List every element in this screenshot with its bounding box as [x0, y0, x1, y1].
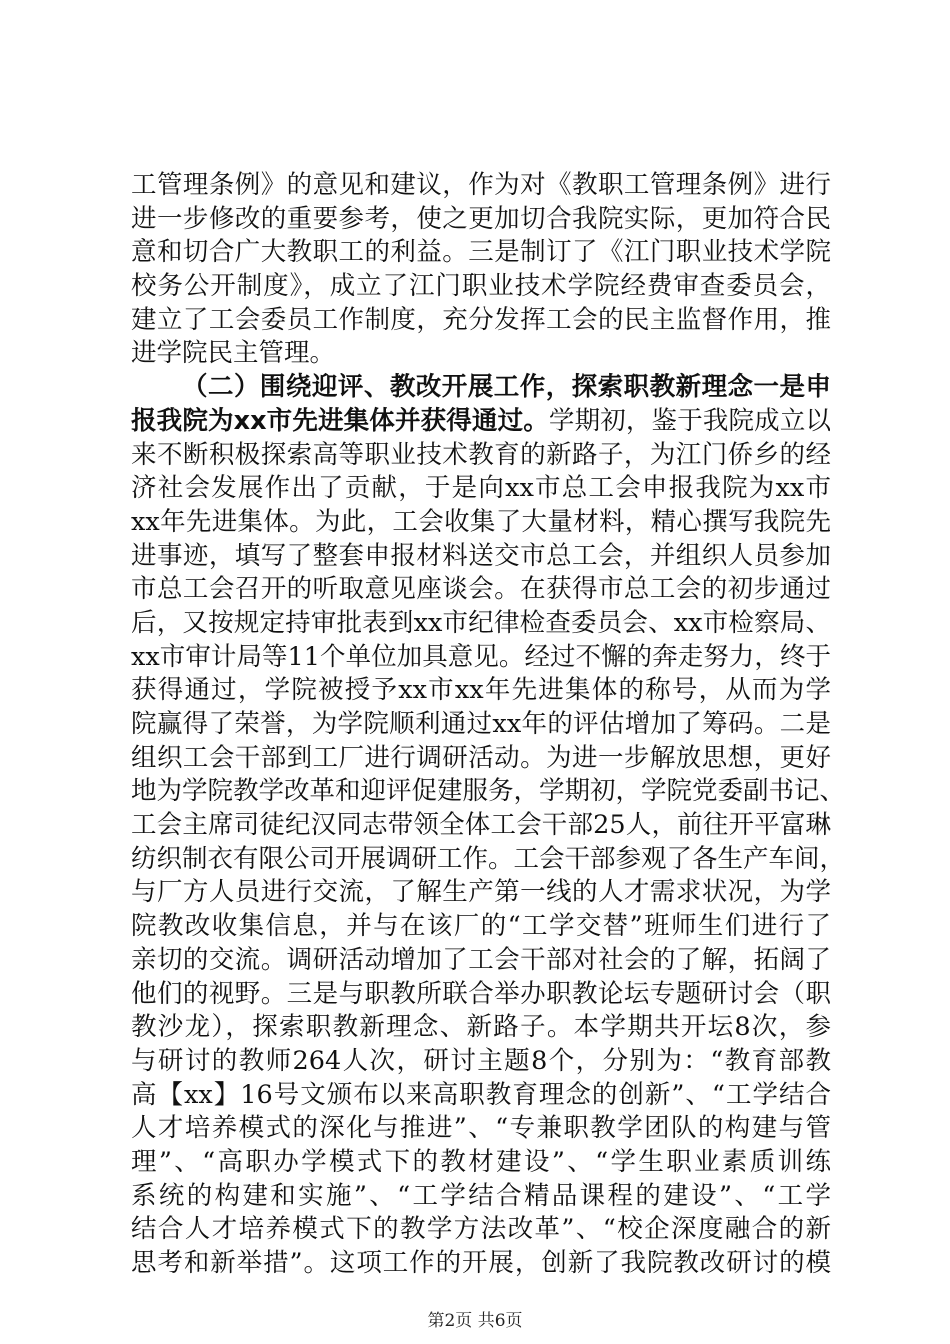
text-line: 进学院民主管理。	[131, 338, 336, 369]
text-line: 建立了工会委员工作制度，充分发挥工会的民主监督作用，推	[131, 304, 831, 335]
text-line: 结合人才培养模式下的教学方法改革”、“校企深度融合的新	[131, 1214, 831, 1245]
text-line: 进一步修改的重要参考，使之更加切合我院实际，更加符合民	[131, 203, 831, 234]
section-heading: （二）围绕迎评、教改开展工作，探索职教新理念一是申	[182, 372, 831, 403]
text-line: 亲切的交流。调研活动增加了工会干部对社会的了解，拓阔了	[131, 944, 831, 975]
text-line: 与厂方人员进行交流，了解生产第一线的人才需求状况，为学	[131, 877, 831, 908]
text-line: 工管理条例》的意见和建议，作为对《教职工管理条例》进行	[131, 170, 831, 200]
text-line: 市总工会召开的听取意见座谈会。在获得市总工会的初步通过	[131, 574, 831, 605]
text-line: 后，又按规定持审批表到xx市纪律检查委员会、xx市检察局、	[131, 607, 831, 638]
text-line: 教沙龙），探索职教新理念、新路子。本学期共开坛8次，参	[131, 1012, 831, 1043]
text-line: 高【xx】16号文颁布以来高职教育理念的创新”、“工学结合	[131, 1079, 831, 1110]
text-line: 系统的构建和实施”、“工学结合精品课程的建设”、“工学	[131, 1180, 831, 1211]
section-heading-continued: 报我院为xx市先进集体并获得通过。	[131, 405, 549, 436]
text-line: 院教改收集信息，并与在该厂的“工学交替”班师生们进行了	[131, 911, 831, 942]
text-line-rest: 学期初，鉴于我院成立以	[548, 405, 831, 436]
text-line: xx市审计局等11个单位加具意见。经过不懈的奔走努力，终于	[131, 641, 831, 672]
text-line: 思考和新举措”。这项工作的开展，创新了我院教改研讨的模	[131, 1248, 831, 1278]
text-line: 来不断积极探索高等职业技术教育的新路子，为江门侨乡的经	[131, 439, 831, 470]
text-line: xx年先进集体。为此，工会收集了大量材料，精心撰写我院先	[131, 506, 831, 537]
text-line: 组织工会干部到工厂进行调研活动。为进一步解放思想，更好	[131, 742, 831, 773]
text-line: 济社会发展作出了贡献，于是向xx市总工会申报我院为xx市	[131, 473, 831, 504]
text-line: 校务公开制度》，成立了江门职业技术学院经费审查委员会，	[131, 271, 831, 302]
text-line: 进事迹，填写了整套申报材料送交市总工会，并组织人员参加	[131, 540, 831, 571]
text-line	[131, 405, 831, 439]
body-text	[131, 169, 846, 1281]
text-line: 地为学院教学改革和迎评促建服务，学期初，学院党委副书记、	[131, 776, 846, 807]
text-line: 他们的视野。三是与职教所联合举办职教论坛专题研讨会（职	[131, 978, 831, 1009]
text-line: 人才培养模式的深化与推进”、“专兼职教学团队的构建与管	[131, 1113, 831, 1144]
text-line: 工会主席司徒纪汉同志带领全体工会干部25人，前往开平富琳	[131, 810, 831, 841]
text-line: 理”、“高职办学模式下的教材建设”、“学生职业素质训练	[131, 1146, 831, 1177]
page-footer: 第2页 共6页	[427, 1311, 523, 1331]
text-line: 院赢得了荣誉，为学院顺利通过xx年的评估增加了筹码。二是	[131, 709, 831, 739]
text-line: 纺织制衣有限公司开展调研工作。工会干部参观了各生产车间，	[131, 843, 846, 874]
text-line: 获得通过，学院被授予xx市xx年先进集体的称号，从而为学	[131, 675, 831, 706]
text-line: 与研讨的教师264人次，研讨主题8个，分别为：“教育部教	[131, 1045, 831, 1076]
text-line: 意和切合广大教职工的利益。三是制订了《江门职业技术学院	[131, 237, 831, 268]
